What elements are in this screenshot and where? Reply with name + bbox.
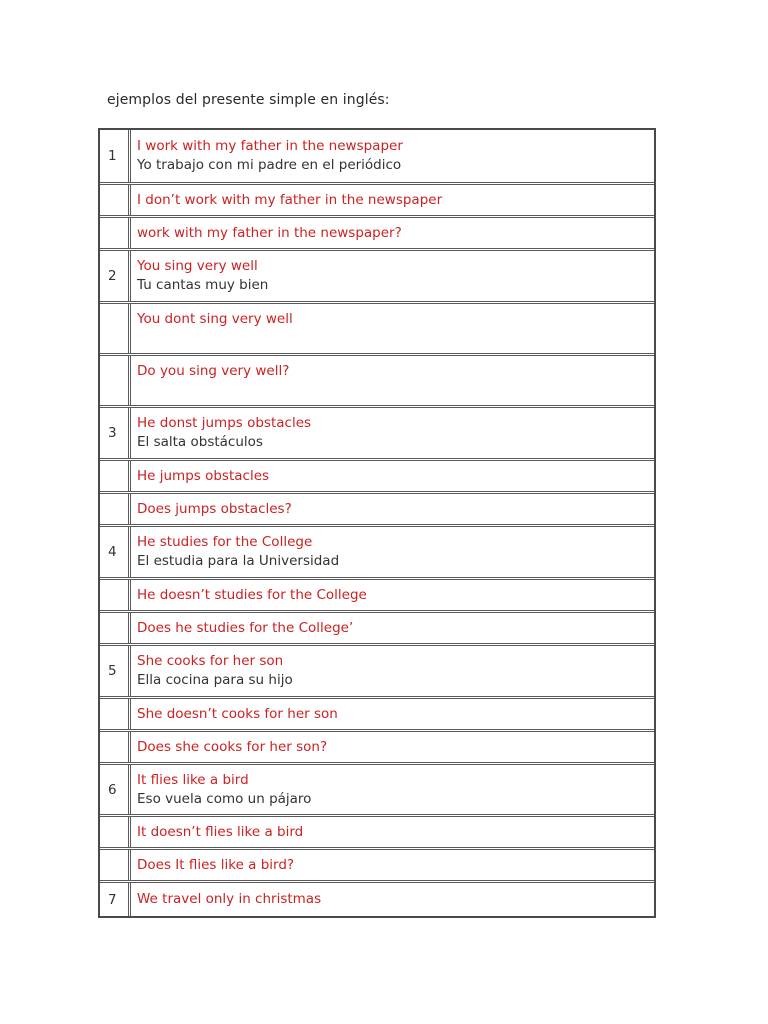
row-content: [131, 699, 654, 729]
english-sentence: She doesn’t cooks for her son: [137, 705, 338, 722]
row-number: 6: [100, 765, 131, 814]
english-sentence: Does It flies like a bird?: [137, 856, 295, 873]
row-number: [100, 580, 131, 610]
row-content: [131, 646, 654, 696]
english-sentence: Does jumps obstacles?: [137, 500, 292, 517]
row-content: [131, 817, 654, 847]
english-sentence: He donst jumps obstacles: [137, 415, 312, 431]
table-row: [100, 356, 654, 408]
row-content: [131, 494, 654, 524]
row-number: [100, 218, 131, 248]
row-content: [131, 613, 654, 643]
row-content: [131, 765, 654, 814]
table-row: [100, 527, 654, 580]
row-number: 1: [100, 130, 131, 182]
english-sentence: He doesn’t studies for the College: [137, 586, 367, 603]
english-sentence: Does she cooks for her son?: [137, 738, 328, 755]
english-sentence: work with my father in the newspaper?: [137, 224, 402, 241]
english-sentence: Do you sing very well?: [137, 363, 290, 379]
table-row: [100, 218, 654, 251]
spanish-translation: Ella cocina para su hijo: [137, 672, 293, 688]
english-sentence: Does he studies for the College’: [137, 619, 354, 636]
english-sentence: I work with my father in the newspaper: [137, 138, 403, 154]
spanish-translation: El salta obstáculos: [137, 434, 263, 450]
english-sentence: It flies like a bird: [137, 771, 249, 788]
row-number: [100, 185, 131, 215]
row-number: 3: [100, 408, 131, 458]
row-content: [131, 850, 654, 880]
table-row: [100, 817, 654, 850]
english-sentence: You dont sing very well: [137, 311, 293, 327]
english-sentence: She cooks for her son: [137, 653, 284, 669]
row-content: [131, 356, 654, 405]
table-row: [100, 185, 654, 218]
row-number: [100, 613, 131, 643]
row-content: [131, 185, 654, 215]
spanish-translation: Yo trabajo con mi padre en el periódico: [137, 157, 402, 173]
table-row: [100, 732, 654, 765]
spanish-translation: El estudia para la Universidad: [137, 553, 340, 569]
row-number: 4: [100, 527, 131, 577]
row-number: [100, 494, 131, 524]
english-sentence: It doesn’t flies like a bird: [137, 823, 304, 840]
row-number: [100, 699, 131, 729]
row-content: [131, 527, 654, 577]
table-row: [100, 646, 654, 699]
table-row: [100, 251, 654, 304]
table-row: [100, 408, 654, 461]
row-number: [100, 304, 131, 353]
table-row: [100, 461, 654, 494]
table-row: [100, 850, 654, 883]
row-content: [131, 883, 654, 916]
row-content: [131, 304, 654, 353]
table-row: [100, 130, 654, 185]
row-number: [100, 356, 131, 405]
table-row: [100, 699, 654, 732]
english-sentence: He studies for the College: [137, 534, 313, 550]
table-row: [100, 304, 654, 356]
english-sentence: We travel only in christmas: [137, 891, 322, 907]
table-row: [100, 580, 654, 613]
row-number: [100, 850, 131, 880]
spanish-translation: Tu cantas muy bien: [137, 277, 269, 293]
row-content: [131, 732, 654, 762]
row-content: [131, 408, 654, 458]
table-row: [100, 494, 654, 527]
row-number: 5: [100, 646, 131, 696]
table-row: [100, 613, 654, 646]
row-content: [131, 580, 654, 610]
english-sentence: You sing very well: [137, 258, 258, 274]
english-sentence: I don’t work with my father in the newspaper: [137, 191, 443, 208]
examples-table: [98, 128, 656, 918]
row-number: 7: [100, 883, 131, 916]
row-number: [100, 817, 131, 847]
document-title: ejemplos del presente simple en inglés:: [107, 92, 390, 108]
row-content: [131, 218, 654, 248]
table-row: [100, 765, 654, 817]
row-content: [131, 130, 654, 182]
row-content: [131, 251, 654, 301]
row-content: [131, 461, 654, 491]
english-sentence: He jumps obstacles: [137, 467, 270, 484]
spanish-translation: Eso vuela como un pájaro: [137, 790, 312, 807]
row-number: 2: [100, 251, 131, 301]
table-row: [100, 883, 654, 916]
row-number: [100, 732, 131, 762]
row-number: [100, 461, 131, 491]
